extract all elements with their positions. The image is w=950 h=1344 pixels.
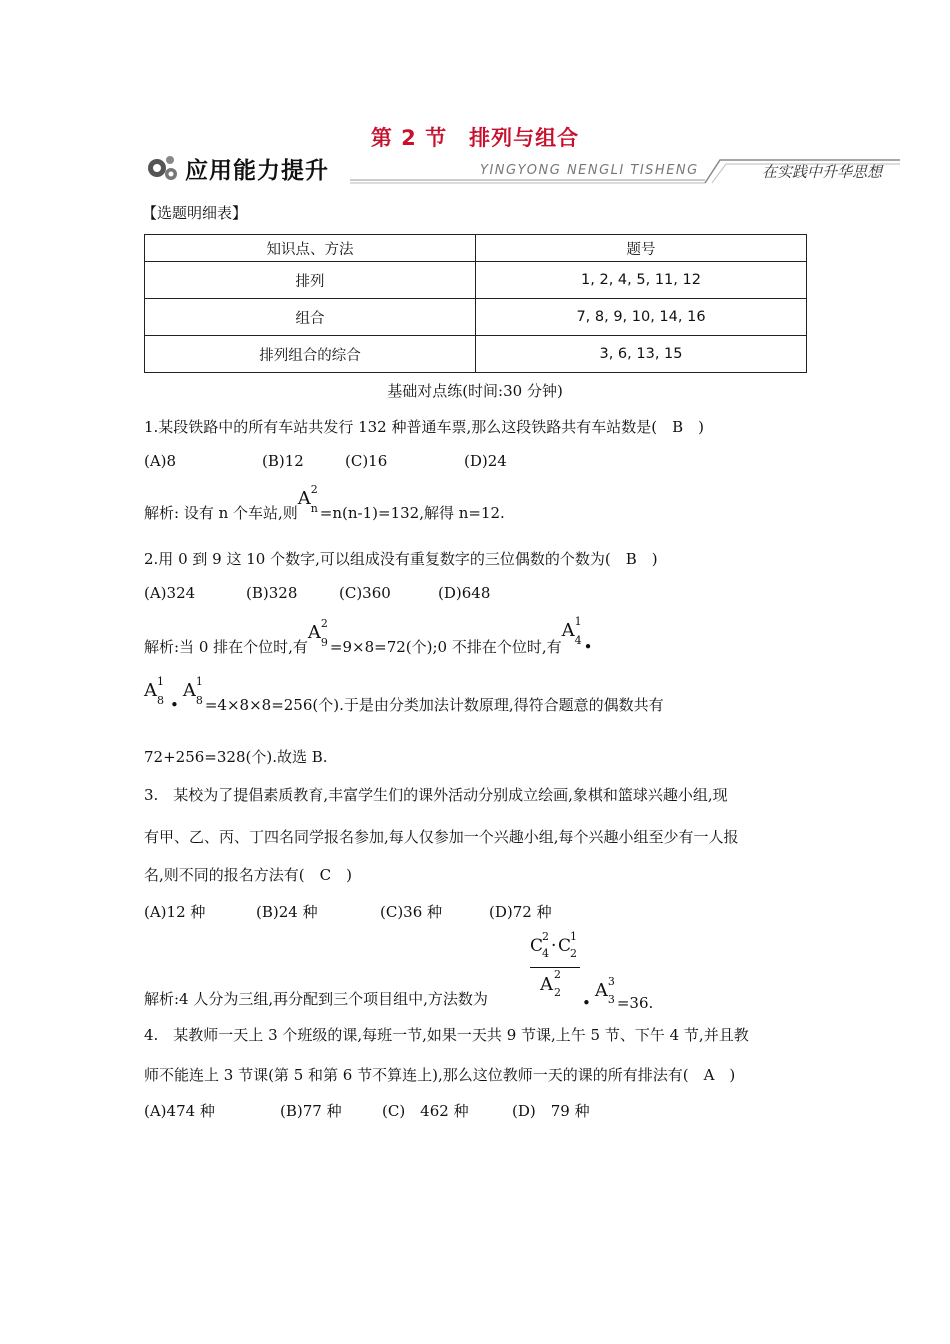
page-title: 第 2 节 排列与组合 xyxy=(370,126,580,150)
math-superscript: 1 xyxy=(570,930,577,943)
math-superscript: 3 xyxy=(607,975,615,988)
math-subscript: 8 xyxy=(195,694,203,707)
math-subscript: 8 xyxy=(157,694,164,707)
question-2-option: (A)324 xyxy=(144,584,196,602)
math-superscript: 2 xyxy=(320,617,328,630)
fraction-denominator xyxy=(540,968,580,1000)
math-dot: · xyxy=(551,936,557,956)
question-3-option: (B)24 种 xyxy=(256,903,318,921)
banner-title: 应用能力提升 xyxy=(185,158,329,184)
table-cell: 排列组合的综合 xyxy=(145,336,476,373)
math-letter: A xyxy=(297,488,311,509)
table-header: 知识点、方法 xyxy=(145,235,476,262)
math-letter: A xyxy=(561,620,575,641)
permutation-symbol xyxy=(594,975,617,1008)
fraction-numerator xyxy=(530,930,584,962)
table-row xyxy=(145,299,807,336)
question-3-analysis: 解析:4 人分为三组,再分配到三个项目组中,方法数为 xyxy=(144,990,488,1008)
section-label: 【选题明细表】 xyxy=(142,204,248,222)
math-superscript: 2 xyxy=(310,483,318,496)
permutation-symbol xyxy=(144,675,166,710)
combination-fraction xyxy=(528,930,584,1006)
banner-english: YINGYONG NENGLI TISHENG xyxy=(480,163,699,178)
analysis-text: 解析:当 0 排在个位时,有 xyxy=(144,638,308,656)
question-4-option: (A)474 种 xyxy=(144,1102,215,1120)
analysis-text: =n(n-1)=132,解得 n=12. xyxy=(319,504,505,522)
math-subscript: 4 xyxy=(542,947,549,960)
math-superscript: 1 xyxy=(195,675,203,688)
question-3-option: (A)12 种 xyxy=(144,903,206,921)
analysis-text: =9×8=72(个);0 不排在个位时,有 xyxy=(329,638,562,656)
question-1-analysis xyxy=(144,483,505,523)
math-subscript: 2 xyxy=(554,986,561,999)
permutation-symbol xyxy=(182,675,205,710)
question-1-option: (D)24 xyxy=(464,452,507,470)
permutation-symbol xyxy=(561,615,584,652)
table-cell: 组合 xyxy=(145,299,476,336)
bullet: • xyxy=(583,638,593,656)
topic-table xyxy=(144,234,807,373)
math-letter: A xyxy=(594,980,608,1001)
analysis-text: 解析: 设有 n 个车站,则 xyxy=(144,504,298,522)
math-letter: C xyxy=(530,936,544,956)
question-4-option: (C) 462 种 xyxy=(382,1102,469,1120)
math-letter: A xyxy=(307,622,321,643)
math-superscript: 1 xyxy=(574,615,582,628)
table-cell: 3, 6, 13, 15 xyxy=(476,336,807,373)
question-2-option: (C)360 xyxy=(339,584,391,602)
math-subscript: n xyxy=(310,502,318,515)
question-1-option: (B)12 xyxy=(262,452,304,470)
bullet: • xyxy=(582,994,591,1012)
gear-icon xyxy=(148,156,177,180)
practice-subtitle: 基础对点练(时间:30 分钟) xyxy=(387,382,563,400)
math-superscript: 1 xyxy=(157,675,164,688)
math-superscript: 2 xyxy=(542,930,549,943)
question-2-option: (D)648 xyxy=(438,584,491,602)
section-banner xyxy=(140,150,900,186)
question-3-option: (D)72 种 xyxy=(489,903,552,921)
math-letter: A xyxy=(144,680,157,701)
question-3-analysis-tail xyxy=(582,975,654,1012)
question-1-stem: 1.某段铁路中的所有车站共发行 132 种普通车票,那么这段铁路共有车站数是( B ) xyxy=(144,418,704,436)
table-cell: 1, 2, 4, 5, 11, 12 xyxy=(476,262,807,299)
question-2-analysis-cont xyxy=(144,675,664,715)
bullet: • xyxy=(170,696,179,714)
math-letter: A xyxy=(182,680,196,701)
math-subscript: 9 xyxy=(320,636,328,649)
table-row xyxy=(145,262,807,299)
question-2-stem: 2.用 0 到 9 这 10 个数字,可以组成没有重复数字的三位偶数的个数为( B ) xyxy=(144,550,658,568)
question-3-option: (C)36 种 xyxy=(380,903,443,921)
table-row xyxy=(145,336,807,373)
question-4-option: (B)77 种 xyxy=(280,1102,342,1120)
table-cell: 排列 xyxy=(145,262,476,299)
permutation-symbol xyxy=(307,617,330,652)
question-2-analysis xyxy=(144,615,593,657)
math-subscript: 4 xyxy=(574,634,582,647)
math-subscript: 2 xyxy=(570,947,577,960)
table-header-row xyxy=(145,235,807,262)
table-header: 题号 xyxy=(476,235,807,262)
analysis-text: =4×8×8=256(个).于是由分类加法计数原理,得符合题意的偶数共有 xyxy=(204,696,664,714)
question-4-stem-line: 4. 某教师一天上 3 个班级的课,每班一节,如果一天共 9 节课,上午 5 节、下午 4 节,并且教 xyxy=(144,1026,749,1044)
question-2-conclusion: 72+256=328(个).故选 B. xyxy=(144,748,328,766)
question-3-stem-line: 有甲、乙、丙、丁四名同学报名参加,每人仅参加一个兴趣小组,每个兴趣小组至少有一人报 xyxy=(144,828,739,846)
permutation-symbol xyxy=(297,483,320,518)
analysis-text: =36. xyxy=(616,994,654,1012)
math-letter: A xyxy=(540,974,553,995)
question-3-stem-line: 名,则不同的报名方法有( C ) xyxy=(144,866,352,884)
math-superscript: 2 xyxy=(554,968,561,981)
question-4-option: (D) 79 种 xyxy=(512,1102,590,1120)
banner-slogan: 在实践中升华思想 xyxy=(762,163,883,181)
question-1-option: (A)8 xyxy=(144,452,177,470)
table-cell: 7, 8, 9, 10, 14, 16 xyxy=(476,299,807,336)
math-letter: C xyxy=(558,936,572,956)
question-1-option: (C)16 xyxy=(345,452,388,470)
question-2-option: (B)328 xyxy=(246,584,298,602)
question-4-stem-line: 师不能连上 3 节课(第 5 和第 6 节不算连上),那么这位教师一天的课的所有排法有( A ) xyxy=(144,1066,736,1084)
math-subscript: 3 xyxy=(607,993,615,1006)
question-3-stem-line: 3. 某校为了提倡素质教育,丰富学生们的课外活动分别成立绘画,象棋和篮球兴趣小组,现 xyxy=(144,786,728,804)
